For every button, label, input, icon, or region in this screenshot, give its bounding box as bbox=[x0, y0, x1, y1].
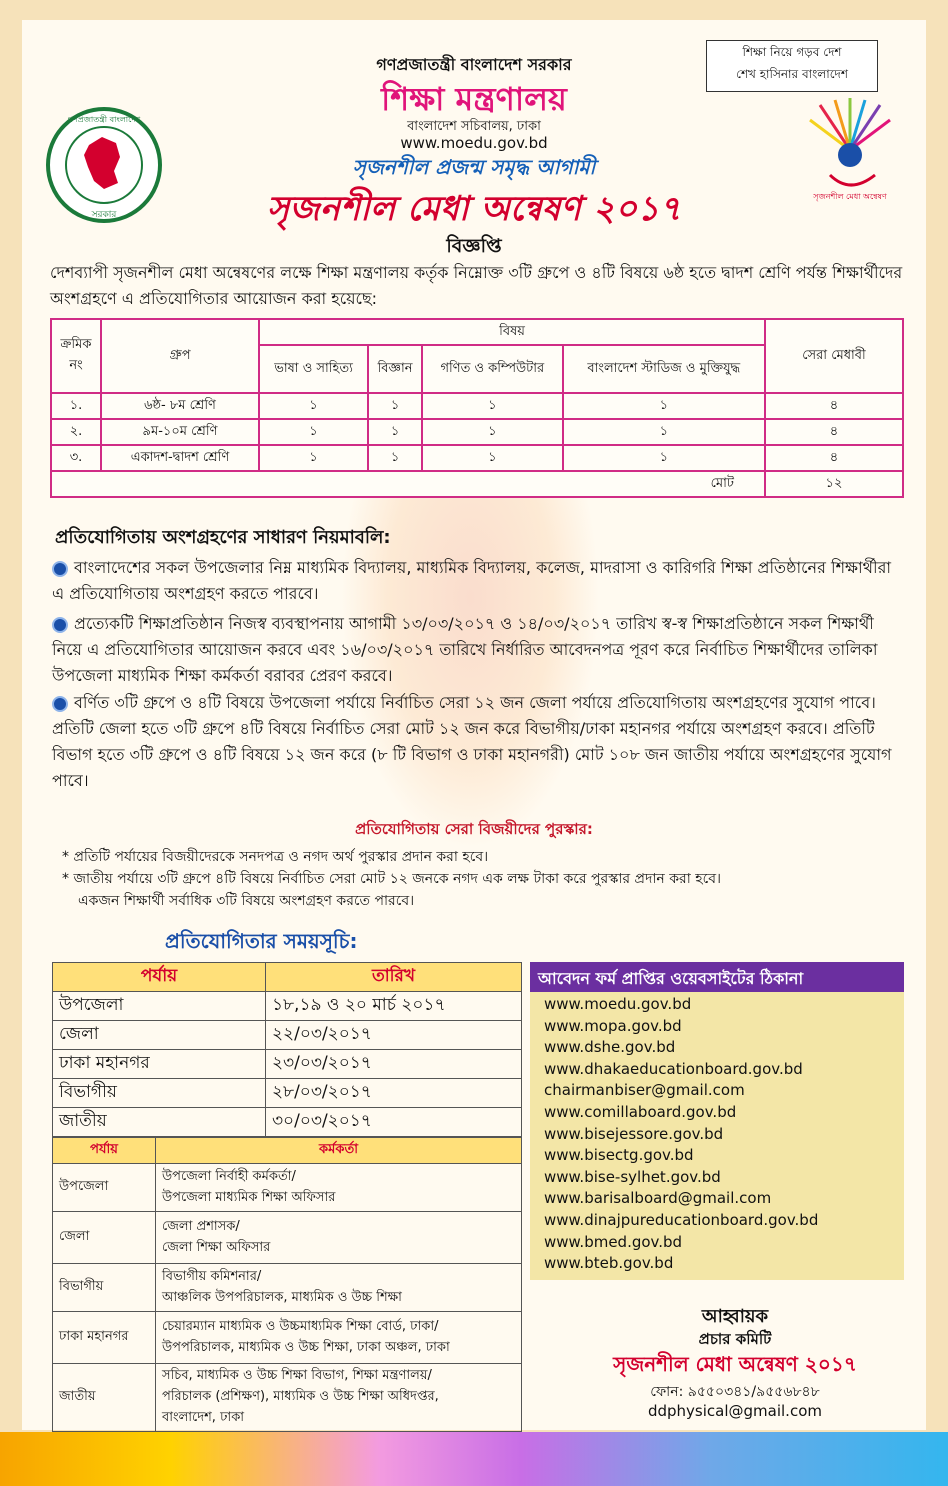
website-link[interactable]: www.dinajpureducationboard.gov.bd bbox=[544, 1210, 819, 1229]
officer-line: জেলা প্রশাসক/ bbox=[162, 1218, 240, 1234]
officer-line: বাংলাদেশ, ঢাকা bbox=[162, 1410, 245, 1425]
subject-header: ভাষা ও সাহিত্য bbox=[259, 345, 368, 393]
officer-line: চেয়ারম্যান মাধ্যমিক ও উচ্চমাধ্যমিক শিক্ষা বোর্ড, ঢাকা/ bbox=[162, 1318, 439, 1334]
table-row bbox=[51, 445, 903, 471]
page-title: সৃজনশীল মেধা অন্বেষণ ২০১৭ bbox=[266, 189, 682, 229]
bullet-icon bbox=[52, 696, 68, 712]
cell-value: ১ bbox=[563, 393, 765, 419]
website-link[interactable]: www.comillaboard.gov.bd bbox=[544, 1102, 737, 1121]
schedule-level: উপজেলা bbox=[53, 992, 266, 1021]
cell-best: ৪ bbox=[765, 445, 903, 471]
subject-header: বাংলাদেশ স্টাডিজ ও মুক্তিযুদ্ধ bbox=[563, 345, 765, 393]
table-row bbox=[51, 393, 903, 419]
website-link[interactable]: www.dshe.gov.bd bbox=[544, 1038, 676, 1057]
table-row bbox=[53, 1108, 522, 1137]
website-link[interactable]: www.bise-sylhet.gov.bd bbox=[544, 1167, 721, 1186]
cell-value: ১ bbox=[563, 445, 765, 471]
cell-serial: ১. bbox=[51, 393, 101, 419]
committee-label: প্রচার কমিটি bbox=[698, 1330, 772, 1348]
schedule-date: ২২/০৩/২০১৭ bbox=[266, 1021, 522, 1050]
schedule-level: জাতীয় bbox=[53, 1108, 266, 1137]
cell-value: ১ bbox=[368, 445, 422, 471]
seal-text-top: গণপ্রজাতন্ত্রী বাংলাদেশ bbox=[67, 115, 141, 124]
cell-group: একাদশ-দ্বাদশ শ্রেণি bbox=[101, 445, 259, 471]
officer-cell bbox=[156, 1164, 522, 1212]
website-link[interactable]: www.dhakaeducationboard.gov.bd bbox=[544, 1059, 803, 1078]
bottom-color-strip bbox=[0, 1432, 948, 1486]
website-link[interactable]: www.bisectg.gov.bd bbox=[544, 1146, 694, 1165]
government-title: গণপ্রজাতন্ত্রী বাংলাদেশ সরকার bbox=[376, 55, 572, 74]
cell-value: ১ bbox=[422, 445, 563, 471]
subject-header: গণিত ও কম্পিউটার bbox=[422, 345, 563, 393]
groups-table bbox=[50, 318, 904, 498]
convener-label: আহ্বায়ক bbox=[701, 1306, 769, 1327]
officers-table bbox=[52, 1137, 522, 1432]
ministry-website: www.moedu.gov.bd bbox=[400, 134, 548, 152]
rule-text: বর্ণিত ৩টি গ্রুপে ও ৪টি বিষয়ে উপজেলা পর্যায়ে নির্বাচিত সেরা ১২ জন জেলা পর্যায়ে প্রতিযোগিতায় অংশগ্রহণের সুযোগ পাবে। প্রতিটি জেলা হতে ৩টি গ্রুপে ৪টি বিষয়ে নির্বাচিত সেরা মোট ১২ জন করে বিভাগীয়/ঢাকা মহানগর পর্যায়ে অংশগ্রহণ করবে। প্রতিটি বিভাগ হতে ৩টি গ্রুপে ও ৪টি বিষয়ে ১২ জন করে (৮ টি বিভাগ ও ঢাকা মহানগরী) মোট ১০৮ জন জাতীয় পর্যায়ে অংশগ্রহণের সুযোগ পাবে। bbox=[52, 693, 892, 790]
cell-value: ১ bbox=[422, 393, 563, 419]
officer-level: ঢাকা মহানগর bbox=[53, 1312, 156, 1364]
table-row bbox=[53, 1050, 522, 1079]
cell-value: ১ bbox=[259, 393, 368, 419]
schedule-level: ঢাকা মহানগর bbox=[53, 1050, 266, 1079]
cell-value: ১ bbox=[259, 419, 368, 445]
subject-header: বিজ্ঞান bbox=[368, 345, 422, 393]
cell-best: ৪ bbox=[765, 419, 903, 445]
officer-header: কর্মকর্তা bbox=[156, 1138, 522, 1164]
table-row bbox=[51, 419, 903, 445]
cell-group: ৬ষ্ঠ- ৮ম শ্রেণি bbox=[101, 393, 259, 419]
seal-text-bottom: সরকার bbox=[91, 210, 117, 220]
prize-item: * প্রতিটি পর্যায়ের বিজয়ীদেরকে সনদপত্র ও নগদ অর্থ পুরস্কার প্রদান করা হবে। bbox=[62, 849, 489, 865]
officer-line: পরিচালক (প্রশিক্ষণ), মাধ্যমিক ও উচ্চ শিক্ষা অধিদপ্তর, bbox=[162, 1389, 439, 1404]
rule-item bbox=[52, 555, 902, 607]
website-link[interactable]: chairmanbiser@gmail.com bbox=[544, 1081, 745, 1100]
slogan-line: শিক্ষা নিয়ে গড়ব দেশ bbox=[742, 45, 842, 59]
slogan-line: শেখ হাসিনার বাংলাদেশ bbox=[736, 67, 848, 81]
officer-cell bbox=[156, 1212, 522, 1264]
website-link[interactable]: www.bisejessore.gov.bd bbox=[544, 1124, 724, 1143]
rule-item bbox=[52, 690, 902, 794]
schedule-level: জেলা bbox=[53, 1021, 266, 1050]
schedule-heading: প্রতিযোগিতার সময়সূচি: bbox=[165, 929, 358, 953]
website-link[interactable]: www.moedu.gov.bd bbox=[544, 995, 692, 1013]
table-row bbox=[53, 1021, 522, 1050]
schedule-level-header: পর্যায় bbox=[53, 963, 266, 992]
officer-cell bbox=[156, 1312, 522, 1364]
bullet-icon bbox=[52, 617, 68, 633]
rule-text: প্রত্যেকটি শিক্ষাপ্রতিষ্ঠান নিজস্ব ব্যবস্থাপনায় আগামী ১৩/০৩/২০১৭ ও ১৪/০৩/২০১৭ তারিখ স্ব-স্ব শিক্ষাপ্রতিষ্ঠানে সকল শিক্ষার্থী নিয়ে এ প্রতিযোগিতার আয়োজন করবে এবং ১৬/০৩/২০১৭ তারিখে নির্ধারিত আবেদনপত্র পূরণ করে নির্বাচিত শিক্ষার্থীদের তালিকা উপজেলা মাধ্যমিক শিক্ষা কর্মকর্তা বরাবর প্রেরণ করবে। bbox=[52, 614, 878, 685]
schedule-date: ২৩/০৩/২০১৭ bbox=[266, 1050, 522, 1079]
websites-box bbox=[530, 962, 904, 1280]
officer-level: উপজেলা bbox=[53, 1164, 156, 1212]
officer-line: উপজেলা নির্বাহী কর্মকর্তা/ bbox=[162, 1168, 296, 1184]
table-row bbox=[53, 992, 522, 1021]
table-row bbox=[53, 1079, 522, 1108]
table-row bbox=[53, 1164, 522, 1212]
prize-heading: প্রতিযোগিতায় সেরা বিজয়ীদের পুরস্কার: bbox=[355, 820, 593, 838]
cell-value: ১ bbox=[563, 419, 765, 445]
schedule-level: বিভাগীয় bbox=[53, 1079, 266, 1108]
table-row bbox=[53, 1212, 522, 1264]
notice-heading: বিজ্ঞপ্তি bbox=[446, 235, 502, 257]
officer-line: আঞ্চলিক উপপরিচালক, মাধ্যমিক ও উচ্চ শিক্ষা bbox=[162, 1289, 402, 1305]
contact-phone: ফোন: ৯৫৫০৩৪১/৯৫৫৬৮৪৮ bbox=[650, 1384, 820, 1400]
officer-level: জাতীয় bbox=[53, 1364, 156, 1432]
officer-level-header: পর্যায় bbox=[53, 1138, 156, 1164]
website-link[interactable]: www.barisalboard@gmail.com bbox=[544, 1189, 772, 1208]
rule-text: বাংলাদেশের সকল উপজেলার নিম্ন মাধ্যমিক বিদ্যালয়, মাধ্যমিক বিদ্যালয়, কলেজ, মাদরাসা ও কারিগরি শিক্ষা প্রতিষ্ঠানের শিক্ষার্থীরা এ প্রতিযোগিতায় অংশগ্রহণ করতে পারবে। bbox=[52, 558, 892, 603]
cell-value: ১ bbox=[422, 419, 563, 445]
logo-text: সৃজনশীল মেধা অন্বেষণ bbox=[813, 192, 887, 201]
cell-serial: ২. bbox=[51, 419, 101, 445]
table-row bbox=[53, 1312, 522, 1364]
contact-email[interactable]: ddphysical@gmail.com bbox=[647, 1402, 822, 1420]
col-serial-header: ক্রমিক নং bbox=[51, 319, 101, 393]
officer-line: বিভাগীয় কমিশনার/ bbox=[162, 1268, 262, 1284]
website-link[interactable]: www.bmed.gov.bd bbox=[544, 1232, 683, 1251]
schedule-table bbox=[52, 962, 522, 1137]
websites-heading: আবেদন ফর্ম প্রাপ্তির ওয়েবসাইটের ঠিকানা bbox=[530, 962, 904, 992]
officer-cell bbox=[156, 1364, 522, 1432]
schedule-date: ৩০/০৩/২০১৭ bbox=[266, 1108, 522, 1137]
total-value: ১২ bbox=[765, 471, 903, 497]
schedule-date-header: তারিখ bbox=[266, 963, 522, 992]
ministry-title: শিক্ষা মন্ত্রণালয় bbox=[381, 80, 567, 118]
website-link[interactable]: www.bteb.gov.bd bbox=[544, 1254, 674, 1273]
cell-best: ৪ bbox=[765, 393, 903, 419]
cell-serial: ৩. bbox=[51, 445, 101, 471]
rule-item bbox=[52, 611, 902, 689]
cell-group: ৯ম-১০ম শ্রেণি bbox=[101, 419, 259, 445]
rules-heading: প্রতিযোগিতায় অংশগ্রহণের সাধারণ নিয়মাবলি: bbox=[55, 527, 391, 548]
cell-value: ১ bbox=[368, 419, 422, 445]
intro-text: দেশব্যাপী সৃজনশীল মেধা অন্বেষণের লক্ষে শিক্ষা মন্ত্রণালয় কর্তৃক নিম্নোক্ত ৩টি গ্রুপে ও ৪টি বিষয়ে ৬ষ্ঠ হতে দ্বাদশ শ্রেণি পর্যন্ত শিক্ষার্থীদের অংশগ্রহণে এ প্রতিযোগিতার আয়োজন করা হয়েছে: bbox=[50, 263, 903, 308]
tagline: সৃজনশীল প্রজন্ম সমৃদ্ধ আগামী bbox=[352, 155, 596, 179]
program-name: সৃজনশীল মেধা অন্বেষণ ২০১৭ bbox=[613, 1352, 857, 1376]
col-best-header: সেরা মেধাবী bbox=[765, 319, 903, 393]
table-total-row bbox=[51, 471, 903, 497]
websites-list bbox=[530, 992, 904, 1277]
officer-level: বিভাগীয় bbox=[53, 1264, 156, 1312]
prize-item: একজন শিক্ষার্থী সর্বাধিক ৩টি বিষয়ে অংশগ্রহণ করতে পারবে। bbox=[78, 893, 415, 909]
prize-item: * জাতীয় পর্যায়ে ৩টি গ্রুপে ৪টি বিষয়ে নির্বাচিত সেরা মোট ১২ জনকে নগদ এক লক্ষ টাকা করে পুরস্কার প্রদান করা হবে। bbox=[62, 871, 721, 887]
cell-value: ১ bbox=[368, 393, 422, 419]
schedule-date: ২৮/০৩/২০১৭ bbox=[266, 1079, 522, 1108]
officer-line: উপপরিচালক, মাধ্যমিক ও উচ্চ শিক্ষা, ঢাকা অঞ্চল, ঢাকা bbox=[162, 1339, 450, 1355]
col-group-header: গ্রুপ bbox=[101, 319, 259, 393]
total-label: মোট bbox=[51, 471, 765, 497]
website-link[interactable]: www.mopa.gov.bd bbox=[544, 1016, 682, 1035]
col-subject-header: বিষয় bbox=[259, 319, 765, 345]
cell-value: ১ bbox=[259, 445, 368, 471]
officer-line: জেলা শিক্ষা অফিসার bbox=[162, 1239, 271, 1255]
schedule-date: ১৮,১৯ ও ২০ মার্চ ২০১৭ bbox=[266, 992, 522, 1021]
table-row bbox=[53, 1264, 522, 1312]
bullet-icon bbox=[52, 561, 68, 577]
table-row bbox=[53, 1364, 522, 1432]
ministry-address: বাংলাদেশ সচিবালয়, ঢাকা bbox=[407, 119, 541, 134]
officer-level: জেলা bbox=[53, 1212, 156, 1264]
officer-line: সচিব, মাধ্যমিক ও উচ্চ শিক্ষা বিভাগ, শিক্ষা মন্ত্রণালয়/ bbox=[162, 1368, 432, 1383]
officer-line: উপজেলা মাধ্যমিক শিক্ষা অফিসার bbox=[162, 1189, 336, 1205]
officer-cell bbox=[156, 1264, 522, 1312]
